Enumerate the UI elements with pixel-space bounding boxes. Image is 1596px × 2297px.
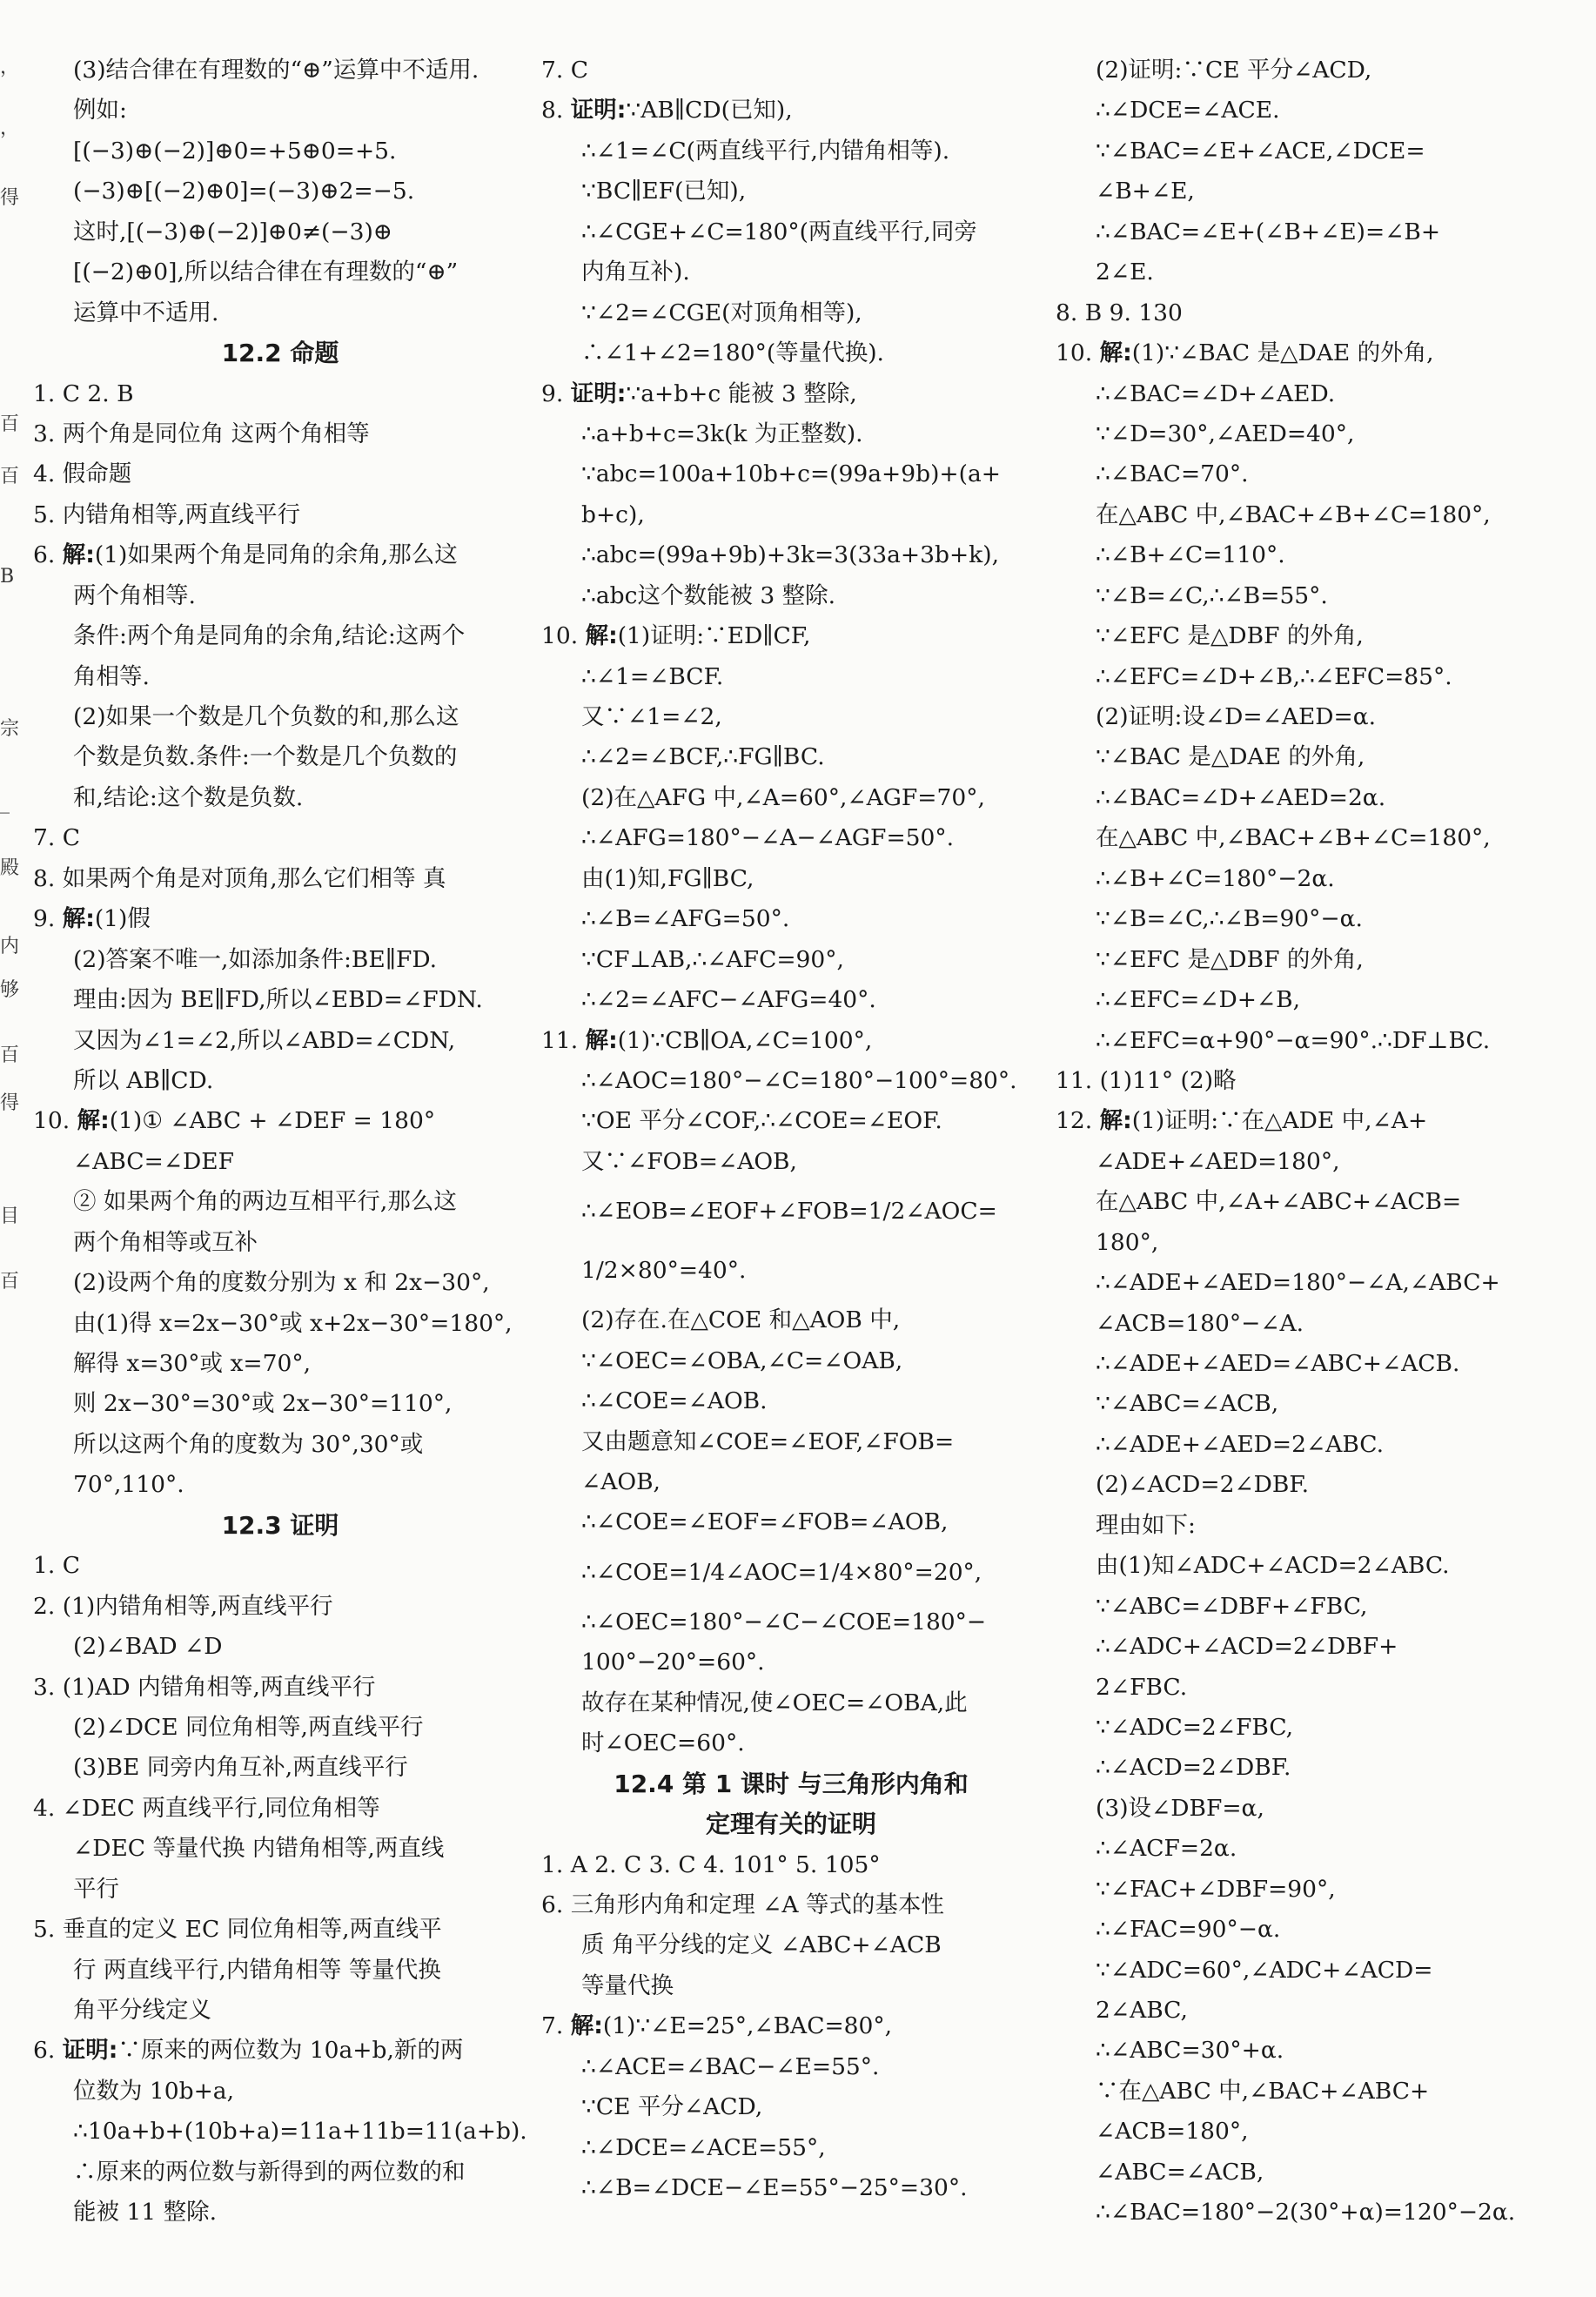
answer-line: ∴∠EFC=∠D+∠B, [1096, 986, 1301, 1014]
margin-glyph: 百 [0, 466, 20, 487]
answer-line: ∴∠2=∠AFC−∠AFG=40°. [581, 986, 876, 1014]
answer-line: ∴∠ADE+∠AED=∠ABC+∠ACB. [1096, 1350, 1460, 1377]
answer-line: ∵∠OEC=∠OBA,∠C=∠OAB, [581, 1347, 903, 1374]
answer-line: ∵∠B=∠C,∴∠B=90°−α. [1096, 905, 1363, 933]
answer-line: ∠ABC=∠ACB, [1096, 2158, 1264, 2186]
left-margin-cropped-text [0, 0, 19, 2297]
section-heading: 12.4 第 1 课时 与三角形内角和 [614, 1769, 969, 1798]
solution-label: 证明: [62, 2037, 118, 2065]
answer-line: (2)∠BAD ∠D [73, 1633, 223, 1661]
answer-column-3 [1056, 50, 1560, 2233]
answer-line: 又由题意知∠COE=∠EOF,∠FOB= [581, 1427, 955, 1455]
answer-line: ∵∠B=∠C,∴∠B=55°. [1096, 581, 1328, 609]
margin-glyph: B [0, 566, 15, 588]
margin-glyph: 百 [0, 1044, 20, 1066]
answer-line: ∵∠BAC 是△DAE 的外角, [1096, 743, 1365, 771]
answer-line: 2∠FBC. [1096, 1673, 1188, 1701]
answer-line: 6. 解:(1)如果两个角是同角的余角,那么这 [33, 541, 458, 569]
answer-line: 这时,[(−3)⊕(−2)]⊕0≠(−3)⊕ [73, 218, 393, 245]
answer-line: 180°, [1096, 1228, 1159, 1256]
answer-line: 理由如下: [1096, 1511, 1196, 1539]
answer-line: ∴∠1+∠2=180°(等量代换). [581, 339, 884, 367]
answer-line: 内角互补). [581, 259, 690, 286]
answer-line: ∴abc这个数能被 3 整除. [581, 581, 836, 609]
answer-line: ∴∠BAC=70°. [1096, 460, 1249, 488]
answer-line: ∴10a+b+(10b+a)=11a+11b=11(a+b). [73, 2118, 527, 2146]
answer-line: ∴∠FAC=90°−α. [1096, 1916, 1281, 1944]
answer-line: (2)∠DCE 同位角相等,两直线平行 [73, 1713, 424, 1741]
answer-line: ∠B+∠E, [1096, 178, 1195, 205]
answer-line: ∵∠D=30°,∠AED=40°, [1096, 420, 1355, 447]
solution-label: 解: [585, 622, 618, 650]
answer-line: 11. (1)11° (2)略 [1056, 1066, 1237, 1094]
answer-line: [(−3)⊕(−2)]⊕0=+5⊕0=+5. [73, 137, 397, 165]
answer-line: 等量代换 [581, 1971, 674, 1999]
answer-line: (2)如果一个数是几个负数的和,那么这 [73, 703, 459, 730]
answer-line: ∴∠EFC=α+90°−α=90°.∴DF⊥BC. [1096, 1026, 1491, 1054]
answer-line: 由(1)得 x=2x−30°或 x+2x−30°=180°, [73, 1309, 513, 1337]
answer-line: 100°−20°=60°. [581, 1649, 765, 1676]
answer-line: ∴∠ACD=2∠DBF. [1096, 1754, 1291, 1782]
section-heading: 12.2 命题 [221, 339, 339, 368]
answer-line: ∵在△ABC 中,∠BAC+∠ABC+ [1096, 2077, 1430, 2105]
answer-line: 8. B 9. 130 [1056, 299, 1183, 326]
margin-glyph: 百 [0, 1271, 20, 1293]
answer-line: (3)BE 同旁内角互补,两直线平行 [73, 1754, 408, 1782]
answer-line: 1. A 2. C 3. C 4. 101° 5. 105° [541, 1850, 881, 1878]
answer-column-2 [541, 50, 1041, 2208]
answer-line: 3. (1)AD 内错角相等,两直线平行 [33, 1673, 376, 1701]
answer-line: 2. (1)内错角相等,两直线平行 [33, 1592, 333, 1620]
answer-line: 由(1)知∠ADC+∠ACD=2∠ABC. [1096, 1552, 1450, 1580]
answer-line: (2)∠ACD=2∠DBF. [1096, 1471, 1310, 1499]
answer-line: 在△ABC 中,∠A+∠ABC+∠ACB= [1096, 1188, 1462, 1216]
answer-line: 10. 解:(1)① ∠ABC + ∠DEF = 180° [33, 1107, 436, 1135]
answer-line: (2)答案不唯一,如添加条件:BE∥FD. [73, 945, 438, 973]
answer-line: 运算中不适用. [73, 299, 219, 326]
solution-label: 证明: [570, 97, 627, 124]
answer-line: ∴∠ACF=2α. [1096, 1835, 1237, 1863]
margin-glyph: ， [0, 118, 20, 139]
solution-label: 解: [585, 1026, 618, 1054]
answer-line: 又∵∠1=∠2, [581, 703, 722, 730]
answer-line: 平行 [73, 1875, 119, 1903]
answer-line: ∠AOB, [581, 1468, 661, 1495]
answer-line: 12. 解:(1)证明:∵在△ADE 中,∠A+ [1056, 1107, 1428, 1135]
answer-line: 5. 垂直的定义 EC 同位角相等,两直线平 [33, 1916, 442, 1944]
answer-line: ∴∠DCE=∠ACE. [1096, 97, 1280, 124]
answer-line: 9. 解:(1)假 [33, 905, 151, 933]
answer-line: ∴∠2=∠BCF,∴FG∥BC. [581, 743, 825, 771]
answer-line: 两个角相等. [73, 581, 196, 609]
answer-line: 能被 11 整除. [73, 2199, 217, 2226]
answer-line: ∴abc=(99a+9b)+3k=3(33a+3b+k), [581, 541, 999, 569]
answer-column-1 [33, 50, 527, 2233]
answer-line: ∵OE 平分∠COF,∴∠COE=∠EOF. [581, 1107, 942, 1135]
answer-line: 角平分线定义 [73, 1997, 211, 2024]
answer-line: ∵∠BAC=∠E+∠ACE,∠DCE= [1096, 137, 1425, 165]
answer-line: ∵∠EFC 是△DBF 的外角, [1096, 945, 1364, 973]
answer-line: 11. 解:(1)∵CB∥OA,∠C=100°, [541, 1026, 873, 1054]
answer-line: ∴∠EFC=∠D+∠B,∴∠EFC=85°. [1096, 662, 1452, 690]
answer-line: (3)设∠DBF=α, [1096, 1794, 1264, 1822]
answer-line: ∴∠COE=∠EOF=∠FOB=∠AOB, [581, 1508, 949, 1536]
answer-line: ∴∠COE=∠AOB. [581, 1387, 768, 1415]
answer-line: 时∠OEC=60°. [581, 1729, 745, 1757]
answer-line: 两个角相等或互补 [73, 1228, 258, 1256]
answer-line: 行 两直线平行,内错角相等 等量代换 [73, 1956, 441, 1984]
answer-line: ∴原来的两位数与新得到的两位数的和 [73, 2158, 466, 2186]
answer-line: 又∵∠FOB=∠AOB, [581, 1147, 797, 1175]
answer-line: (2)在△AFG 中,∠A=60°,∠AGF=70°, [581, 783, 985, 811]
margin-glyph: 得 [0, 187, 20, 209]
answer-line: ∴∠B+∠C=180°−2α. [1096, 864, 1335, 892]
answer-line: 2∠ABC, [1096, 1997, 1188, 2024]
answer-line: ∵BC∥EF(已知), [581, 178, 747, 205]
answer-line: [(−2)⊕0],所以结合律在有理数的“⊕” [73, 259, 459, 286]
answer-line: 质 角平分线的定义 ∠ABC+∠ACB [581, 1931, 942, 1959]
answer-line: ∴∠ADE+∠AED=2∠ABC. [1096, 1430, 1385, 1458]
answer-line: 10. 解:(1)证明:∵ED∥CF, [541, 622, 811, 650]
solution-label: 解: [77, 1107, 110, 1135]
answer-line: 1. C 2. B [33, 379, 134, 407]
answer-line: 和,结论:这个数是负数. [73, 783, 304, 811]
margin-glyph: 得 [0, 1092, 20, 1114]
answer-line: 又因为∠1=∠2,所以∠ABD=∠CDN, [73, 1026, 456, 1054]
answer-line: ∵CE 平分∠ACD, [581, 2093, 763, 2121]
answer-line: ∴a+b+c=3k(k 为正整数). [581, 420, 863, 447]
solution-label: 解: [570, 2012, 603, 2040]
answer-line: ∴∠BAC=180°−2(30°+α)=120°−2α. [1096, 2199, 1516, 2226]
answer-line: 角相等. [73, 662, 150, 690]
answer-line: ∵∠EFC 是△DBF 的外角, [1096, 622, 1364, 650]
answer-line: ∴∠BAC=∠D+∠AED. [1096, 379, 1336, 407]
answer-line: ∴∠1=∠BCF. [581, 662, 724, 690]
answer-line: 1/2×80°=40°. [581, 1257, 747, 1285]
answer-line: ∵∠ABC=∠DBF+∠FBC, [1096, 1592, 1368, 1620]
answer-line: 6. 三角形内角和定理 ∠A 等式的基本性 [541, 1891, 944, 1918]
answer-line: ∴∠B+∠C=110°. [1096, 541, 1285, 569]
margin-glyph: 宗 [0, 718, 20, 740]
solution-label: 解: [1099, 339, 1132, 367]
answer-line: 由(1)知,FG∥BC, [581, 864, 754, 892]
answer-line: 在△ABC 中,∠BAC+∠B+∠C=180°, [1096, 824, 1491, 852]
answer-line: 6. 证明:∵原来的两位数为 10a+b,新的两 [33, 2037, 464, 2065]
answer-line: ∴∠CGE+∠C=180°(两直线平行,同旁 [581, 218, 977, 245]
answer-line: 所以 AB∥CD. [73, 1066, 214, 1094]
section-heading: 12.3 证明 [221, 1510, 339, 1540]
answer-line: 7. C [33, 824, 80, 852]
margin-glyph: 内 [0, 936, 20, 957]
answer-line: 条件:两个角是同角的余角,结论:这两个 [73, 622, 466, 650]
answer-line: 7. C [541, 57, 588, 84]
answer-line: 7. 解:(1)∵∠E=25°,∠BAC=80°, [541, 2012, 893, 2040]
answer-line: (2)设两个角的度数分别为 x 和 2x−30°, [73, 1269, 490, 1297]
answer-line: ∴∠B=∠DCE−∠E=55°−25°=30°. [581, 2174, 968, 2201]
answer-line: ∴∠ACE=∠BAC−∠E=55°. [581, 2052, 880, 2080]
margin-glyph: 殿 [0, 857, 20, 879]
answer-line: 4. ∠DEC 两直线平行,同位角相等 [33, 1794, 380, 1822]
answer-line: (3)结合律在有理数的“⊕”运算中不适用. [73, 57, 479, 84]
solution-label: 解: [62, 541, 95, 569]
answer-line: ∠ABC=∠DEF [73, 1147, 234, 1175]
answer-line: ∴∠COE=1/4∠AOC=1/4×80°=20°, [581, 1558, 982, 1586]
answer-line: 9. 证明:∵a+b+c 能被 3 整除, [541, 379, 857, 407]
answer-line: 在△ABC 中,∠BAC+∠B+∠C=180°, [1096, 500, 1491, 528]
answer-line: 2∠E. [1096, 259, 1154, 286]
answer-line: 则 2x−30°=30°或 2x−30°=110°, [73, 1390, 453, 1418]
answer-line: 4. 假命题 [33, 460, 132, 488]
answer-line: 理由:因为 BE∥FD,所以∠EBD=∠FDN. [73, 986, 483, 1014]
answer-line: 8. 证明:∵AB∥CD(已知), [541, 97, 793, 124]
answer-line: ∵∠ADC=2∠FBC, [1096, 1713, 1294, 1741]
margin-glyph: _ [0, 792, 10, 814]
answer-line: ∴∠ADE+∠AED=180°−∠A,∠ABC+ [1096, 1269, 1500, 1297]
answer-line: ∴∠AFG=180°−∠A−∠AGF=50°. [581, 824, 955, 852]
answer-line: ∴∠AOC=180°−∠C=180°−100°=80°. [581, 1066, 1017, 1094]
answer-line: ∠ADE+∠AED=180°, [1096, 1147, 1340, 1175]
answer-line: ∴∠BAC=∠E+(∠B+∠E)=∠B+ [1096, 218, 1441, 245]
answer-line: 个数是负数.条件:一个数是几个负数的 [73, 743, 458, 771]
answer-line: (2)证明:∵CE 平分∠ACD, [1096, 57, 1372, 84]
answer-line: (−3)⊕[(−2)⊕0]=(−3)⊕2=−5. [73, 178, 415, 205]
answer-line: ∴∠1=∠C(两直线平行,内错角相等). [581, 137, 950, 165]
answer-line: ∴∠ABC=30°+α. [1096, 2037, 1284, 2065]
answer-line: ∵CF⊥AB,∴∠AFC=90°, [581, 945, 844, 973]
answer-line: ∠ACB=180°, [1096, 2118, 1249, 2146]
answer-line: ∴∠B=∠AFG=50°. [581, 905, 790, 933]
answer-line: (2)存在.在△COE 和△AOB 中, [581, 1306, 901, 1334]
answer-line: ∴∠BAC=∠D+∠AED=2α. [1096, 783, 1386, 811]
answer-line: ∵abc=100a+10b+c=(99a+9b)+(a+ [581, 460, 1001, 488]
answer-line: ∵∠FAC+∠DBF=90°, [1096, 1875, 1336, 1903]
section-heading: 定理有关的证明 [705, 1810, 876, 1839]
margin-glyph: 百 [0, 413, 20, 435]
answer-line: 故存在某种情况,使∠OEC=∠OBA,此 [581, 1689, 968, 1716]
answer-line: ∵∠2=∠CGE(对顶角相等), [581, 299, 862, 326]
answer-line: ∵∠ABC=∠ACB, [1096, 1390, 1279, 1418]
solution-label: 证明: [570, 379, 627, 407]
answer-line: (2)证明:设∠D=∠AED=α. [1096, 703, 1377, 730]
answer-line: 所以这两个角的度数为 30°,30°或 [73, 1430, 424, 1458]
answer-line: ∴∠OEC=180°−∠C−∠COE=180°− [581, 1608, 987, 1635]
answer-line: ∴∠EOB=∠EOF+∠FOB=1/2∠AOC= [581, 1198, 997, 1226]
answer-line: ② 如果两个角的两边互相平行,那么这 [73, 1188, 457, 1216]
answer-line: ∵∠ADC=60°,∠ADC+∠ACD= [1096, 1956, 1433, 1984]
answer-line: b+c), [581, 500, 645, 528]
margin-glyph: ， [0, 57, 20, 78]
answer-line: 例如: [73, 97, 127, 124]
answer-line: 70°,110°. [73, 1471, 184, 1499]
answer-line: 1. C [33, 1552, 80, 1580]
answer-line: 10. 解:(1)∵∠BAC 是△DAE 的外角, [1056, 339, 1434, 367]
answer-line: 3. 两个角是同位角 这两个角相等 [33, 420, 370, 447]
answer-line: 5. 内错角相等,两直线平行 [33, 500, 301, 528]
solution-label: 解: [1099, 1107, 1132, 1135]
answer-line: ∴∠DCE=∠ACE=55°, [581, 2133, 826, 2161]
answer-line: 8. 如果两个角是对顶角,那么它们相等 真 [33, 864, 446, 892]
answer-line: 位数为 10b+a, [73, 2077, 235, 2105]
margin-glyph: 够 [0, 979, 20, 1001]
answer-line: ∴∠ADC+∠ACD=2∠DBF+ [1096, 1633, 1398, 1661]
answer-line: ∠DEC 等量代换 内错角相等,两直线 [73, 1835, 445, 1863]
margin-glyph: 目 [0, 1206, 20, 1227]
solution-label: 解: [62, 905, 95, 933]
answer-line: 解得 x=30°或 x=70°, [73, 1350, 312, 1377]
answer-line: ∠ACB=180°−∠A. [1096, 1309, 1304, 1337]
